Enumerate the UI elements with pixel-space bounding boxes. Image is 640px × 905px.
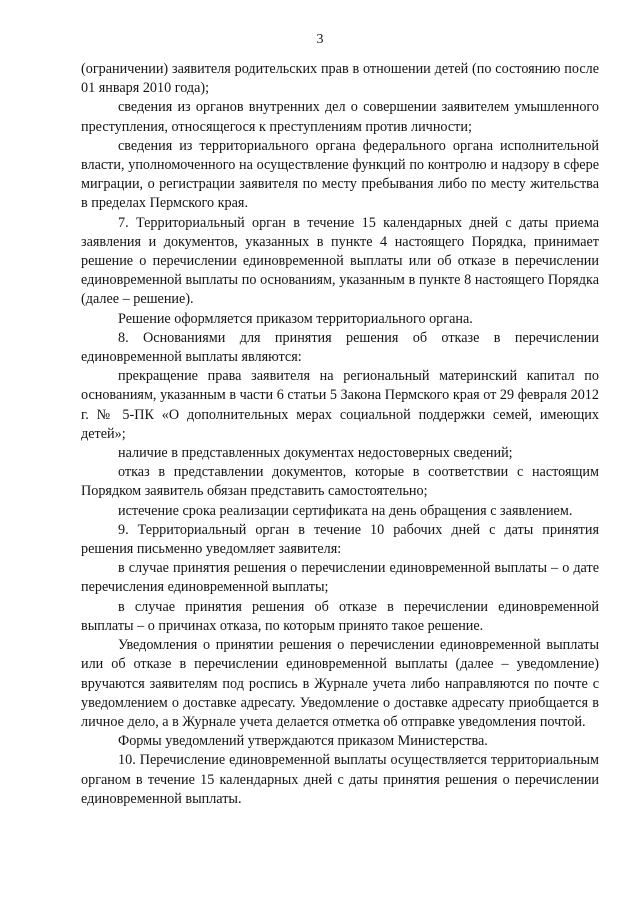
paragraph: Формы уведомлений утверждаются приказом Министерства.	[118, 733, 488, 750]
paragraph: прекращение права заявителя на региональный материнский капитал по основаниям, указанным в части 6 статьи 5 Закона Пермского края от 29 февраля 2012 г. № 5-ПК «О дополнительных мерах социальной поддержки семей, имеющих детей»;	[81, 368, 599, 442]
paragraph: Решение оформляется приказом территориального органа.	[118, 310, 473, 327]
document-body	[81, 60, 599, 809]
paragraph-item-8: 8. Основаниями для принятия решения об отказе в перечислении единовременной выплаты являются:	[81, 329, 599, 366]
paragraph: наличие в представленных документах недостоверных сведений;	[118, 445, 513, 462]
paragraph: сведения из территориального органа федерального органа исполнительной власти, уполномоченного на осуществление функций по контролю и надзору в сфере миграции, о регистрации заявителя по месту пребывания либо по месту жительства в пределах Пермского края.	[81, 137, 599, 212]
paragraph: сведения из органов внутренних дел о совершении заявителем умышленного преступления, относящегося к преступлениям против личности;	[81, 99, 599, 135]
paragraph: истечение срока реализации сертификата на день обращения с заявлением.	[118, 502, 573, 519]
paragraph: в случае принятия решения о перечислении единовременной выплаты – о дате перечисления единовременной выплаты;	[81, 560, 599, 596]
paragraph-item-7: 7. Территориальный орган в течение 15 календарных дней с даты приема заявления и документов, указанных в пункте 4 настоящего Порядка, принимает решение о перечислении единовременной выплаты или об отказе в перечислении единовременной выплаты по основаниям, указанным в пункте 8 настоящего Порядка (далее – решение).	[81, 214, 599, 308]
paragraph: в случае принятия решения об отказе в перечислении единовременной выплаты – о причинах отказа, по которым принято такое решение.	[81, 598, 599, 634]
paragraph: Уведомления о принятии решения о перечислении единовременной выплаты или об отказе в перечислении единовременной выплаты (далее – уведомление) вручаются заявителям под роспись в Журнале учета либо направляются по почте с уведомлением о доставке адресату. Уведомление о доставке адресату приобщается в личное дело, а в Журнале учета делается отметка об отправке уведомления почтой.	[81, 637, 599, 730]
paragraph: (ограничении) заявителя родительских прав в отношении детей (по состоянию после 01 января 2010 года);	[81, 61, 599, 97]
paragraph: отказ в представлении документов, которые в соответствии с настоящим Порядком заявитель обязан представить самостоятельно;	[81, 464, 599, 500]
page-number: 3	[316, 32, 324, 47]
paragraph-item-10: 10. Перечисление единовременной выплаты осуществляется территориальным органом в течение 15 календарных дней с даты принятия решения о перечислении единовременной выплаты.	[81, 752, 599, 807]
paragraph-item-9: 9. Территориальный орган в течение 10 рабочих дней с даты принятия решения письменно уведомляет заявителя:	[81, 521, 599, 558]
